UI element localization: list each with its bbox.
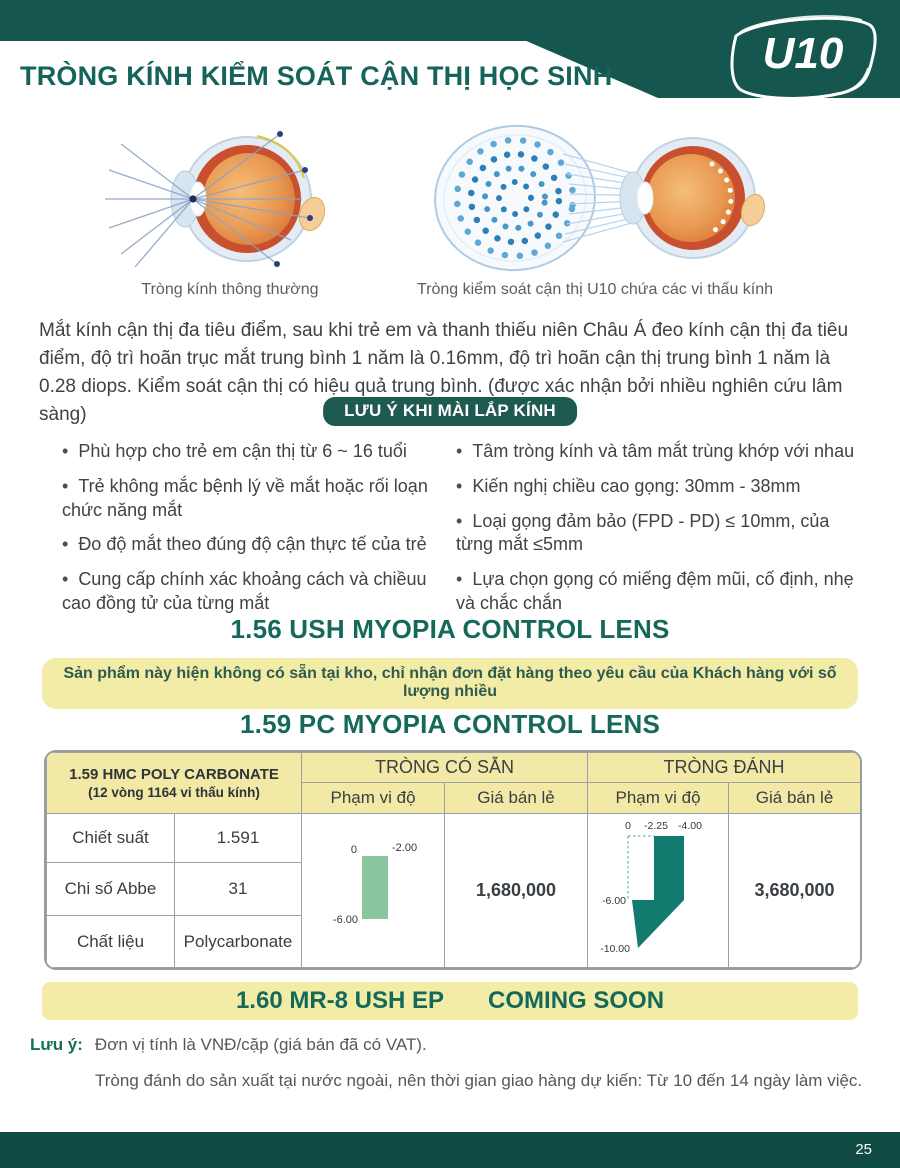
spec-label: Chi số Abbe bbox=[47, 862, 175, 916]
footer-bar bbox=[0, 1132, 900, 1168]
page-title: TRÒNG KÍNH KIỂM SOÁT CẬN THỊ HỌC SINH bbox=[20, 61, 613, 91]
coming-soon-banner bbox=[42, 982, 858, 1020]
figure-u10-lens bbox=[415, 118, 775, 283]
bullet-item: • Cung cấp chính xác khoảng cách và chiềuu cao đồng tử của từng mắt bbox=[62, 568, 454, 616]
spec-value: Polycarbonate bbox=[175, 916, 302, 968]
chart-label-zero: 0 bbox=[625, 820, 631, 832]
footnote-line1 bbox=[30, 1035, 427, 1055]
u10-logo bbox=[722, 6, 884, 103]
chart-label-m1: -6.00 bbox=[602, 895, 627, 907]
figure-normal-lens bbox=[105, 122, 355, 282]
logo-text: U10 bbox=[762, 29, 844, 78]
spec-label: Chất liệu bbox=[47, 916, 175, 968]
col-header-range: Phạm vi độ bbox=[302, 783, 445, 814]
intro-paragraph: Mắt kính cận thị đa tiêu điểm, sau khi trẻ em và thanh thiếu niên Châu Á đeo kính cận thị đa tiêu điểm, độ trì hoãn trục mắt trung bình 1 năm là 0.16mm, độ trì hoãn cận thị trung bình 1 năm là 0.28 diops. Kiểm soát cận thị có hiệu quả trung bình. (được xác nhận bởi nhiều nghiên cứu lâm sàng) bbox=[39, 320, 849, 425]
bullet-item: • Đo độ mắt theo đúng độ cận thực tế của trẻ bbox=[62, 533, 454, 557]
spec-label: Chiết suất bbox=[47, 814, 175, 863]
bullet-item: • Kiến nghị chiều cao gọng: 30mm - 38mm bbox=[456, 475, 862, 499]
bullet-item: • Trẻ không mắc bệnh lý về mắt hoặc rối loạn chức năng mắt bbox=[62, 475, 454, 523]
chart-label-c1: -2.25 bbox=[644, 820, 668, 832]
coming-soon-status: COMING SOON bbox=[488, 987, 665, 1014]
fitting-note-badge: LƯU Ý KHI MÀI LẮP KÍNH bbox=[323, 397, 577, 426]
section-title-156: 1.56 USH MYOPIA CONTROL LENS bbox=[230, 614, 670, 644]
chart-label-zero: 0 bbox=[350, 844, 358, 856]
availability-banner: Sản phẩm này hiện không có sẵn tại kho, chỉ nhận đơn đặt hàng theo yêu cầu của Khách hàng với số lượng nhiều bbox=[42, 658, 858, 709]
bullet-item: • Phù hợp cho trẻ em cận thị từ 6 ~ 16 tuổi bbox=[62, 440, 454, 464]
page-number: 25 bbox=[855, 1141, 872, 1158]
col-header-range: Phạm vi độ bbox=[588, 783, 729, 814]
chart-label-m2: -10.00 bbox=[600, 943, 631, 955]
range-chart-custom bbox=[588, 814, 729, 968]
col-header-price: Giá bán lẻ bbox=[729, 783, 861, 814]
bullet-item: • Tâm tròng kính và tâm mắt trùng khớp với nhau bbox=[456, 440, 862, 464]
section-title-159: 1.59 PC MYOPIA CONTROL LENS bbox=[239, 709, 661, 739]
bullet-item: • Loại gọng đảm bảo (FPD - PD) ≤ 10mm, của từng mắt ≤5mm bbox=[456, 510, 862, 558]
custom-price: 3,680,000 bbox=[729, 814, 861, 968]
figure-caption-left: Tròng kính thông thường bbox=[141, 281, 319, 298]
spec-value: 1.591 bbox=[175, 814, 302, 863]
col-header-available: TRÒNG CÓ SẴN bbox=[302, 753, 588, 783]
chart-label-sph: -6.00 bbox=[332, 914, 359, 926]
col-header-custom: TRÒNG ĐÁNH bbox=[588, 753, 861, 783]
footnote-line2: Tròng đánh do sản xuất tại nước ngoài, nên thời gian giao hàng dự kiến: Từ 10 đến 14 ngày làm việc. bbox=[95, 1071, 863, 1090]
u10-lens-eye-illustration bbox=[415, 118, 775, 278]
available-price: 1,680,000 bbox=[445, 814, 588, 968]
chart-label-c2: -4.00 bbox=[678, 820, 702, 832]
normal-lens-eye-illustration bbox=[105, 122, 355, 277]
chart-label-cyl: -2.00 bbox=[392, 842, 418, 854]
available-range-chart bbox=[303, 814, 443, 962]
spec-value: 31 bbox=[175, 862, 302, 916]
product-header-cell bbox=[47, 753, 302, 814]
product-subtitle: (12 vòng 1164 vi thấu kính) bbox=[88, 784, 260, 800]
price-table bbox=[44, 750, 862, 970]
footnote-label: Lưu ý: bbox=[30, 1035, 83, 1054]
col-header-price: Giá bán lẻ bbox=[445, 783, 588, 814]
product-name: 1.59 HMC POLY CARBONATE bbox=[69, 766, 279, 784]
coming-soon-product: 1.60 MR-8 USH EP bbox=[235, 987, 445, 1014]
bullet-list-left bbox=[62, 440, 454, 627]
figure-caption-right: Tròng kiểm soát cận thị U10 chứa các vi thấu kính bbox=[416, 281, 774, 298]
bullet-item: • Lựa chọn gọng có miếng đệm mũi, cố định, nhẹ và chắc chắn bbox=[456, 568, 862, 616]
bullet-list-right bbox=[456, 440, 862, 627]
range-chart-available bbox=[302, 814, 445, 968]
custom-range-chart bbox=[588, 814, 728, 962]
footnote-text1: Đơn vị tính là VNĐ/cặp (giá bán đã có VAT). bbox=[94, 1035, 427, 1054]
lens-outline-icon bbox=[722, 6, 884, 98]
page-header bbox=[0, 0, 900, 98]
